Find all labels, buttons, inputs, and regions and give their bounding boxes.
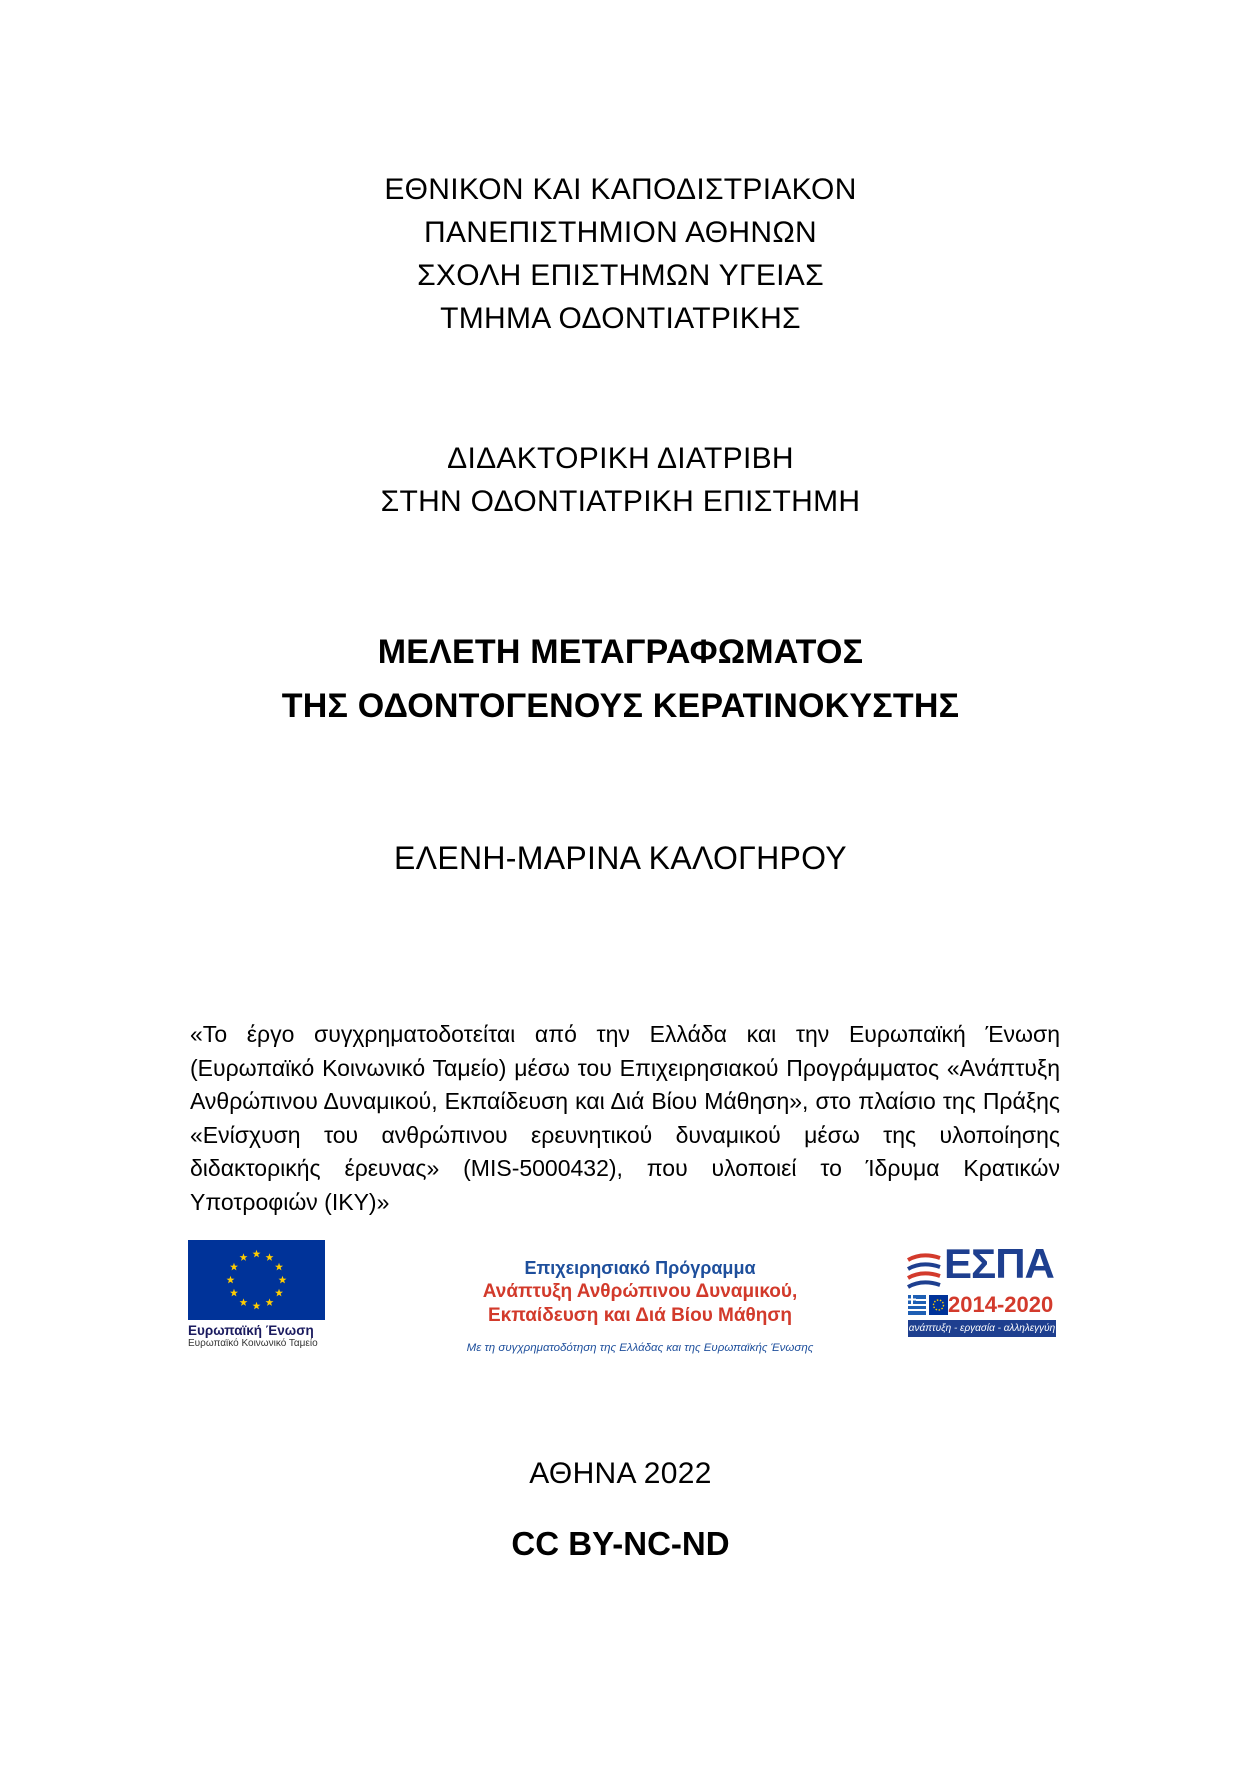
espa-tagline: ανάπτυξη - εργασία - αλληλεγγύη bbox=[908, 1320, 1056, 1337]
eu-flag-icon bbox=[188, 1240, 325, 1320]
op-name-line-2: Εκπαίδευση και Διά Βίου Μάθηση bbox=[487, 1305, 793, 1326]
funding-statement: «Το έργο συγχρηματοδοτείται από την Ελλάδα και την Ευρωπαϊκή Ένωση (Ευρωπαϊκό Κοινωνικό Ταμείο) μέσω του Επιχειρησιακού Προγράμματος «Ανάπτυξη Ανθρώπινου Δυναμικού, Εκπαίδευση και Διά Βίου Μάθηση», στο πλαίσιο της Πράξης «Ενίσχυση του ανθρώπινου ερευνητικού δυναμικού μέσω της υλοποίησης διδακτορικής έρευνας» (MIS-5000432), που υλοποιεί το Ίδρυμα Κρατικών Υποτροφιών (ΙΚΥ)» bbox=[190, 1021, 1060, 1215]
institution-line-2: ΠΑΝΕΠΙΣΤΗΜΙΟΝ ΑΘΗΝΩΝ bbox=[423, 216, 818, 249]
operational-programme-logo bbox=[420, 1256, 860, 1354]
funding-logos-strip bbox=[0, 1240, 1241, 1380]
op-label: Επιχειρησιακό Πρόγραμμα bbox=[524, 1258, 756, 1278]
thesis-title bbox=[0, 625, 1241, 733]
espa-wave-icon bbox=[904, 1250, 944, 1290]
espa-years: 2014-2020 bbox=[948, 1292, 1054, 1317]
thesis-title-line-2: ΤΗΣ ΟΔΟΝΤΟΓΕΝΟΥΣ ΚΕΡΑΤΙΝΟΚΥΣΤΗΣ bbox=[281, 687, 960, 725]
greece-eu-flags-icon bbox=[908, 1295, 948, 1315]
institution-line-4: ΤΜΗΜΑ ΟΔΟΝΤΙΑΤΡΙΚΗΣ bbox=[440, 302, 801, 335]
eu-fund-name: Ευρωπαϊκό Κοινωνικό Ταμείο bbox=[188, 1338, 318, 1349]
thesis-type-line-1: ΔΙΔΑΚΤΟΡΙΚΗ ΔΙΑΤΡΙΒΗ bbox=[447, 442, 794, 475]
thesis-type bbox=[0, 437, 1241, 523]
op-cofunding-note: Με τη συγχρηματοδότηση της Ελλάδας και της Ευρωπαϊκής Ένωσης bbox=[466, 1342, 814, 1354]
city-year: ΑΘΗΝΑ 2022 bbox=[529, 1457, 712, 1490]
op-name-line-1: Ανάπτυξη Ανθρώπινου Δυναμικού, bbox=[482, 1281, 798, 1302]
institution-line-1: ΕΘΝΙΚΟΝ ΚΑΙ ΚΑΠΟΔΙΣΤΡΙΑΚΟΝ bbox=[384, 173, 857, 206]
eu-name: Ευρωπαϊκή Ένωση bbox=[188, 1323, 314, 1338]
thesis-title-line-1: ΜΕΛΕΤΗ ΜΕΤΑΓΡΑΦΩΜΑΤΟΣ bbox=[377, 633, 864, 671]
license: CC BY-NC-ND bbox=[511, 1525, 730, 1562]
espa-wordmark: ΕΣΠΑ bbox=[944, 1240, 1054, 1287]
institution-line-3: ΣΧΟΛΗ ΕΠΙΣΤΗΜΩΝ ΥΓΕΙΑΣ bbox=[417, 259, 824, 292]
espa-years-row bbox=[908, 1292, 1056, 1318]
thesis-type-line-2: ΣΤΗΝ ΟΔΟΝΤΙΑΤΡΙΚΗ ΕΠΙΣΤΗΜΗ bbox=[380, 485, 861, 518]
author-name: ΕΛΕΝΗ-ΜΑΡΙΝΑ ΚΑΛΟΓΗΡΟΥ bbox=[394, 840, 847, 876]
espa-logo bbox=[904, 1240, 1056, 1340]
institution-header bbox=[0, 168, 1241, 340]
eu-logo bbox=[188, 1240, 328, 1360]
